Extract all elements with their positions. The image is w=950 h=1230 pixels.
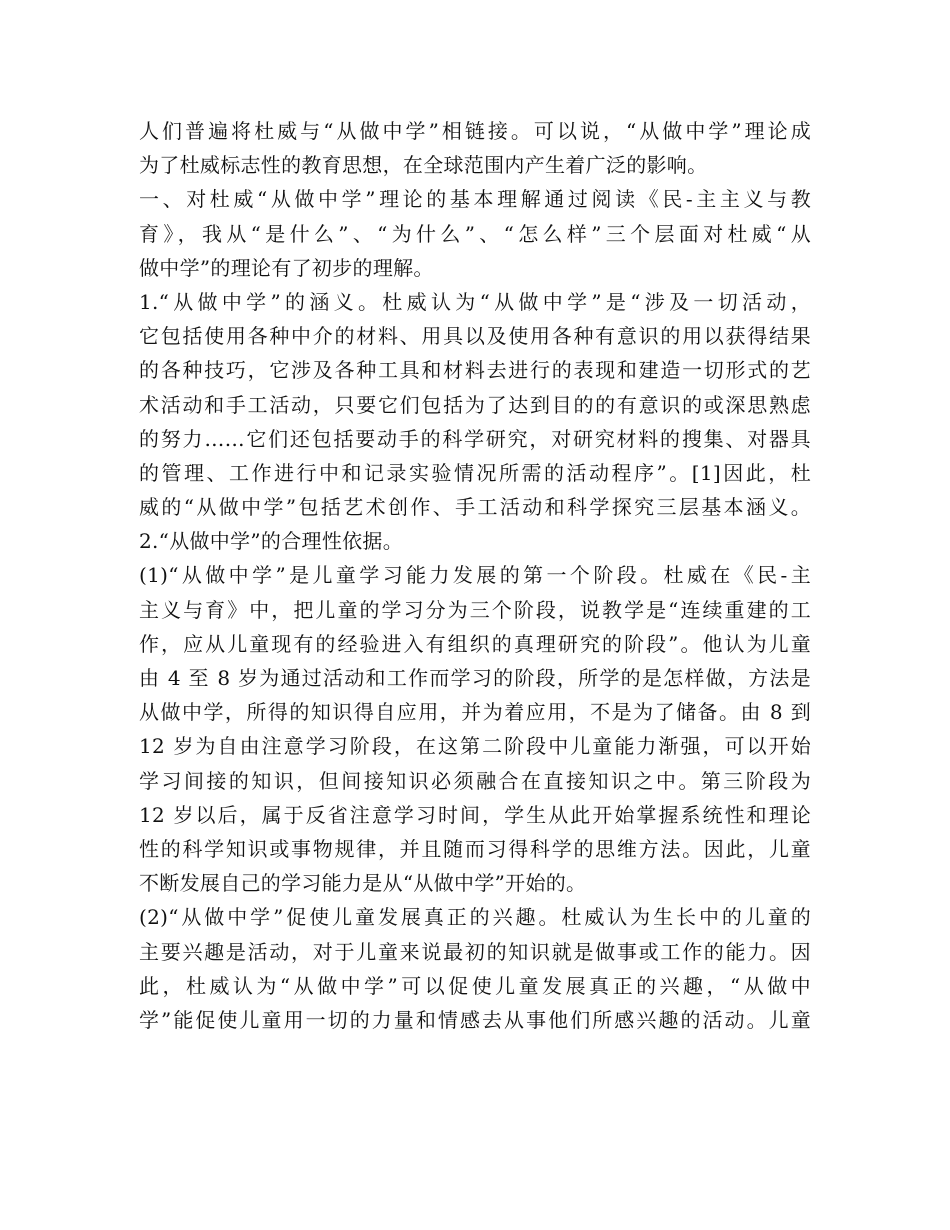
text-line: 的管理、工作进行中和记录实验情况所需的活动程序”。[1]因此，杜 <box>139 460 811 485</box>
text-line: 性的科学知识或事物规律，并且随而习得科学的思维方法。因此，儿童 <box>139 836 811 861</box>
text-line: 育》，我从“是什么”、“为什么”、“怎么样”三个层面对杜威“从 <box>139 221 811 246</box>
text-line: 不断发展自己的学习能力是从“从做中学”开始的。 <box>139 871 587 896</box>
text-line: 由 4 至 8 岁为通过活动和工作而学习的阶段，所学的是怎样做，方法是 <box>139 666 811 690</box>
text-line: 的努力……它们还包括要动手的科学研究，对研究材料的搜集、对器具 <box>139 426 811 451</box>
text-line: 作，应从儿童现有的经验进入有组织的真理研究的阶段”。他认为儿童 <box>139 631 811 656</box>
text-line: 主义与育》中，把儿童的学习分为三个阶段，说教学是“连续重建的工 <box>139 597 811 622</box>
body-text <box>139 114 811 1037</box>
text-line: 此，杜威认为“从做中学”可以促使儿童发展真正的兴趣，“从做中 <box>139 973 811 998</box>
text-line: 12 岁为自由注意学习阶段，在这第二阶段中儿童能力渐强，可以开始 <box>139 734 811 759</box>
text-line: 人们普遍将杜威与“从做中学”相链接。可以说，“从做中学”理论成 <box>139 119 811 143</box>
text-line: 一、对杜威“从做中学”理论的基本理解通过阅读《民-主主义与教 <box>139 187 811 212</box>
text-line: 术活动和手工活动，只要它们包括为了达到目的的有意识的或深思熟虑 <box>139 392 811 417</box>
text-line: 为了杜威标志性的教育思想，在全球范围内产生着广泛的影响。 <box>139 153 708 178</box>
text-line: 学习间接的知识，但间接知识必须融合在直接知识之中。第三阶段为 <box>139 768 811 793</box>
text-line: 学”能促使儿童用一切的力量和情感去从事他们所感兴趣的活动。儿童 <box>139 1007 811 1032</box>
text-line: (1)“从做中学”是儿童学习能力发展的第一个阶段。杜威在《民-主 <box>139 563 811 588</box>
text-line: 1.“从做中学”的涵义。杜威认为“从做中学”是“涉及一切活动， <box>139 289 811 314</box>
text-line: 做中学”的理论有了初步的理解。 <box>139 255 434 280</box>
text-line: 12 岁以后，属于反省注意学习时间，学生从此开始掌握系统性和理论 <box>139 802 811 827</box>
text-line: 的各种技巧，它涉及各种工具和材料去进行的表现和建造一切形式的艺 <box>139 358 811 383</box>
text-line: 威的“从做中学”包括艺术创作、手工活动和科学探究三层基本涵义。 <box>139 495 811 520</box>
text-line: 从做中学，所得的知识得自应用，并为着应用，不是为了储备。由 8 到 <box>139 700 811 725</box>
text-line: (2)“从做中学”促使儿童发展真正的兴趣。杜威认为生长中的儿童的 <box>139 905 811 930</box>
text-line: 2.“从做中学”的合理性依据。 <box>139 529 404 554</box>
text-line: 主要兴趣是活动，对于儿童来说最初的知识就是做事或工作的能力。因 <box>139 939 811 964</box>
text-line: 它包括使用各种中介的材料、用具以及使用各种有意识的用以获得结果 <box>139 324 811 349</box>
